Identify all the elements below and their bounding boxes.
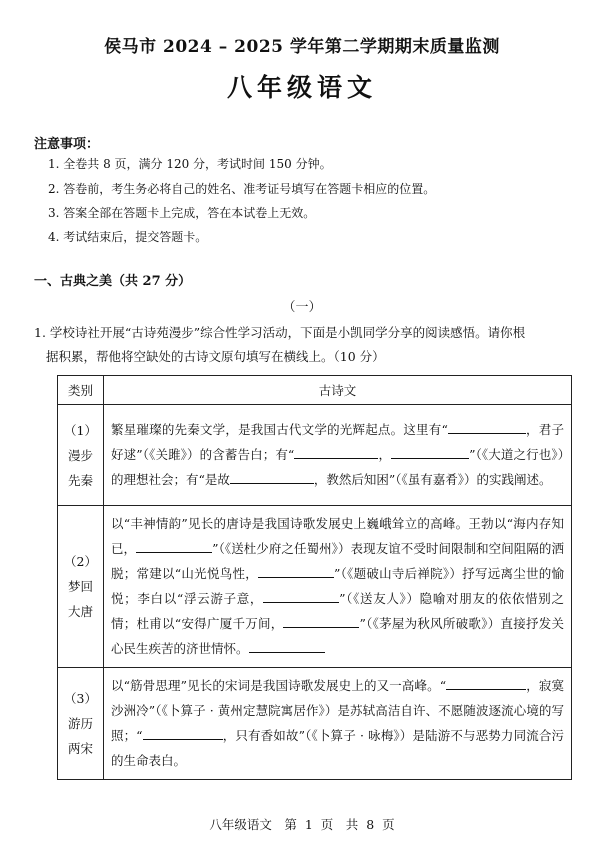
answer-blank[interactable] [294, 444, 378, 459]
text-segment: ”（《茅屋为秋风所破歌》）直接抒发关心民生疾苦的济世情怀。 [111, 616, 564, 656]
text-segment: ，只有香如故”（《卜算子 · 咏梅》）是陆游不与恶势力同流合污的生命表白。 [111, 728, 565, 768]
text-segment: 繁星璀璨的先秦文学，是我国古代文学的光辉起点。这里有“ [111, 422, 448, 437]
table-row [58, 506, 572, 668]
answer-blank[interactable] [136, 538, 212, 553]
header-category: 类别 [58, 376, 104, 405]
row-content [104, 668, 572, 780]
text-segment: ，教然后知困”（《虽有嘉肴》）的实践阐述。 [313, 472, 552, 487]
notes-heading: 注意事项： [34, 137, 100, 152]
text-segment: 以“丰神情韵”见长的唐诗是我国诗歌发展史上巍峨耸立的高峰。王勃以“海内存知已， [111, 516, 564, 556]
text-segment: ”（《送友人》）隐喻对朋友的依依惜别之情；杜甫以“安得广厦千万间， [111, 591, 564, 631]
question-text-cont: 据积累，帮他将空缺处的古诗文原句填写在横线上。（10 分） [46, 349, 385, 364]
answer-blank[interactable] [263, 588, 339, 603]
note-item: 1. 全卷共 8 页，满分 120 分，考试时间 150 分钟。 [48, 157, 332, 171]
text-segment: ”（《大道之行也》）的理想社会；有“是故 [111, 447, 564, 487]
answer-blank[interactable] [258, 563, 334, 578]
text-segment: ，寂寞沙洲冷”（《卜算子 · 黄州定慧院寓居作》）是苏轼高洁自许、不愿随波逐流心境的写照；“ [111, 678, 564, 743]
page-footer: 八年级语文 第 1 页 共 8 页 [209, 817, 395, 832]
note-item: 4. 考试结束后，提交答题卡。 [48, 230, 208, 244]
note-item: 2. 答卷前，考生务必将自己的姓名、准考证号填写在答题卡相应的位置。 [48, 182, 436, 196]
row-content [104, 506, 572, 668]
subject-title: 八年级语文 [226, 73, 377, 102]
table-row [58, 405, 572, 506]
question-text: 1. 学校诗社开展“古诗苑漫步”综合性学习活动，下面是小凯同学分享的阅读感悟。请你根 [34, 325, 526, 340]
note-item: 3. 答案全部在答题卡上完成，答在本试卷上无效。 [48, 206, 316, 220]
table-row [58, 668, 572, 780]
row-category: （3） 游历 两宋 [58, 668, 104, 780]
text-segment: ”（《送杜少府之任蜀州》）表现友谊不受时间限制和空间阻隔的洒脱；常建以“山光悦鸟性， [111, 541, 564, 581]
section-heading: 一、古典之美（共 27 分） [34, 274, 192, 289]
answer-blank[interactable] [230, 469, 314, 484]
header-poems: 古诗文 [104, 376, 572, 405]
answer-blank[interactable] [249, 638, 325, 653]
exam-title: 侯马市 2024 – 2025 学年第二学期期末质量监测 [104, 37, 500, 57]
answer-blank[interactable] [283, 613, 359, 628]
poem-table [57, 375, 572, 780]
answer-blank[interactable] [448, 419, 526, 434]
answer-blank[interactable] [143, 725, 223, 740]
row-category: （2） 梦回 大唐 [58, 506, 104, 668]
row-category: （1） 漫步 先秦 [58, 405, 104, 506]
answer-blank[interactable] [391, 444, 469, 459]
text-segment: ，君子好逑”（《关雎》）的含蓄告白；有“ [111, 422, 564, 462]
text-segment: ， [378, 447, 392, 462]
row-content [104, 405, 572, 506]
text-segment: 以“筋骨思理”见长的宋词是我国诗歌发展史上的又一高峰。“ [111, 678, 447, 693]
answer-blank[interactable] [446, 675, 526, 690]
table-header-row [58, 376, 572, 405]
text-segment: ”（《题破山寺后禅院》）抒写远离尘世的愉悦；李白以“浮云游子意， [111, 566, 564, 606]
part-number: （一） [282, 300, 322, 315]
